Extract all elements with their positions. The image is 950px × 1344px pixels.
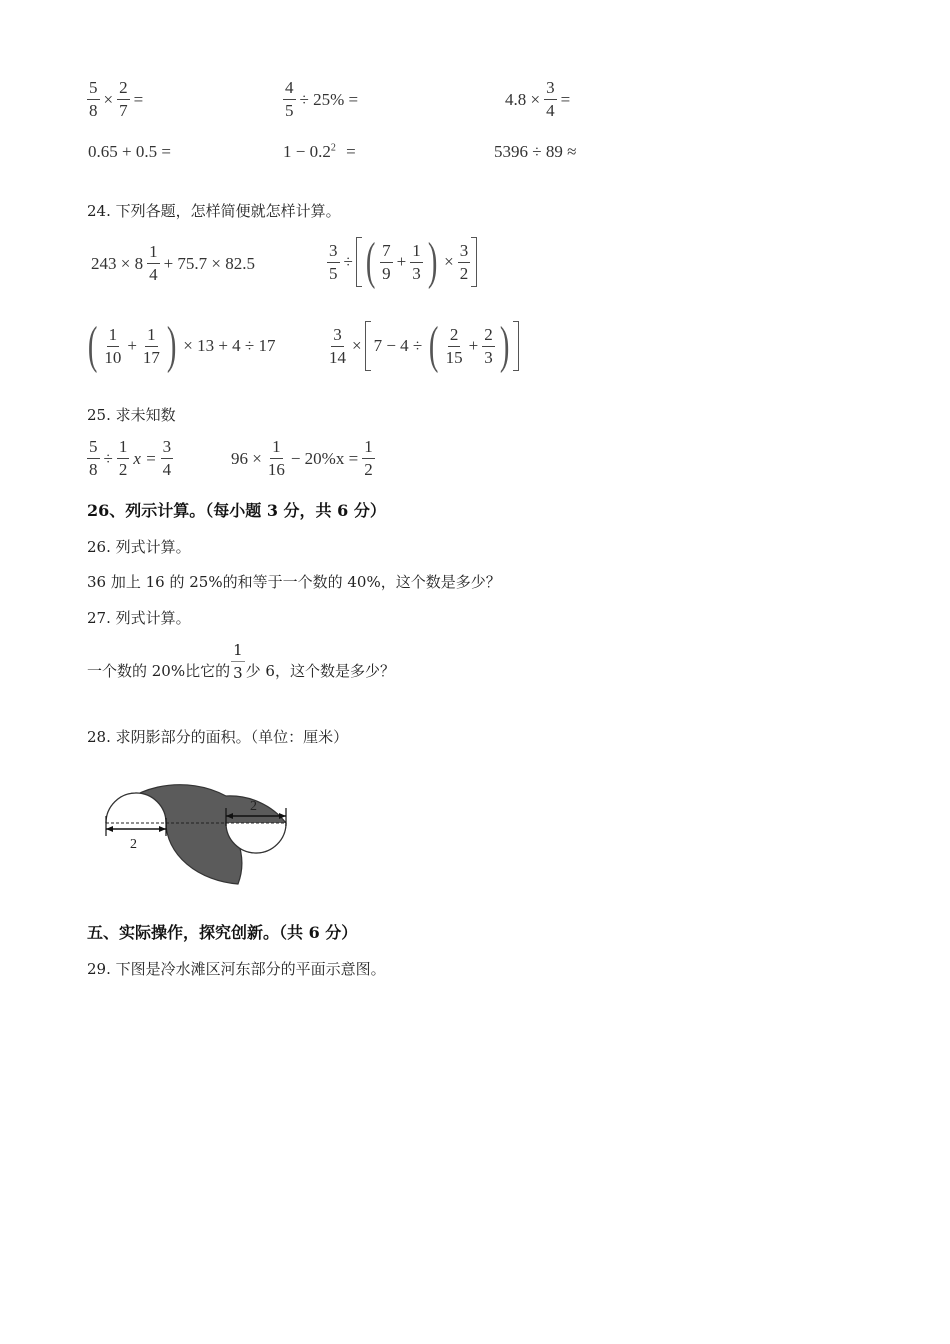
fraction: $\frac{3}{4}$ xyxy=(162,437,172,479)
left-paren: ( xyxy=(429,317,439,374)
calc-5396-div-89: 5396 ÷ 89 ≈ xyxy=(494,142,577,161)
fraction: $\frac{1}{16}$ xyxy=(267,437,285,479)
right-bracket xyxy=(513,321,519,371)
question-26-text: 36 加上 16 的 25%的和等于一个数的 40%，这个数是多少？ xyxy=(87,573,501,591)
calc-5-8-times-2-7: $\frac{5}{8}$ × $\frac{2}{7}$ = xyxy=(89,78,144,120)
calc-4.8-times-3-4: 4.8 × $\frac{3}{4}$ = xyxy=(505,78,571,120)
calc-1-minus-0.2-squared: $1 - 0.2^2$ = xyxy=(283,142,356,161)
fraction: $\frac{4}{5}$ xyxy=(285,78,294,120)
right-paren: ) xyxy=(499,317,510,374)
question-26-title: 26. 列式计算。 xyxy=(87,538,191,556)
left-paren: ( xyxy=(87,317,98,374)
right-paren: ) xyxy=(427,233,438,290)
fraction: $\frac{1}{3}$ xyxy=(412,240,421,283)
fraction: $\frac{1}{2}$ xyxy=(364,437,373,479)
calc-0.65-plus-0.5: 0.65 + 0.5 = xyxy=(88,142,171,161)
question-24-title: 24. 下列各题，怎样简便就怎样计算。 xyxy=(87,202,341,220)
question-28-title: 28. 求阴影部分的面积。（单位：厘米） xyxy=(87,728,349,746)
q24-expression-4: $\frac{3}{14}$ × 7 − 4 ÷ ( $\frac{2}{15}$ + $\frac{2}{3}$ ) xyxy=(326,320,519,372)
fraction: $\frac{1}{17}$ xyxy=(142,324,160,367)
fraction: $\frac{5}{8}$ xyxy=(89,78,98,120)
question-27-text: 一个数的 20%比它的 $\frac{1}{3}$ 少 6，这个数是多少？ xyxy=(87,641,395,682)
left-bracket xyxy=(356,237,362,287)
left-paren: ( xyxy=(365,233,376,290)
q24-expression-2: $\frac{3}{5}$ ÷ ( $\frac{7}{9}$ + $\frac{1}{3}$ ) × $\frac{3}{2}$ xyxy=(326,236,477,288)
shaded-area-figure xyxy=(96,756,296,890)
right-bracket xyxy=(471,237,477,287)
arrow-left-icon xyxy=(106,826,113,832)
fraction: $\frac{7}{9}$ xyxy=(382,240,391,283)
fraction: $\frac{3}{4}$ xyxy=(546,78,555,120)
dimension-label-right: 2 xyxy=(250,799,257,814)
question-27-title: 27. 列式计算。 xyxy=(87,609,191,627)
fraction: $\frac{1}{4}$ xyxy=(149,242,158,284)
fraction: $\frac{2}{3}$ xyxy=(484,324,493,367)
question-29-title: 29. 下图是冷水滩区河东部分的平面示意图。 xyxy=(87,960,386,978)
fraction: $\frac{3}{5}$ xyxy=(329,240,338,283)
fraction: $\frac{2}{7}$ xyxy=(119,78,128,120)
section-26-heading: 26、列示计算。（每小题 3 分，共 6 分） xyxy=(87,501,386,520)
dimension-label-left: 2 xyxy=(130,837,137,852)
fraction: $\frac{1}{10}$ xyxy=(104,324,122,367)
right-paren: ) xyxy=(166,317,177,374)
fraction: $\frac{5}{8}$ xyxy=(89,437,98,479)
fraction: $\frac{3}{2}$ xyxy=(459,240,469,283)
fraction: $\frac{1}{2}$ xyxy=(118,437,128,479)
q24-expression-1: 243 × 8 $\frac{1}{4}$ + 75.7 × 82.5 xyxy=(91,242,256,284)
q24-expression-3: ( $\frac{1}{10}$ + $\frac{1}{17}$ ) × 13 + 4 ÷ 17 xyxy=(87,317,276,374)
fraction: $\frac{2}{15}$ xyxy=(445,324,463,367)
calc-4-5-div-25pct: $\frac{4}{5}$ ÷ 25% = xyxy=(285,78,359,120)
section-5-heading: 五、实际操作，探究创新。（共 6 分） xyxy=(87,923,358,942)
q25-equation-1: $\frac{5}{8}$ ÷ $\frac{1}{2}$ x = $\frac{3}{4}$ xyxy=(89,437,172,479)
question-25-title: 25. 求未知数 xyxy=(87,406,176,424)
fraction: $\frac{1}{3}$ xyxy=(233,641,243,682)
q25-equation-2: 96 × $\frac{1}{16}$ − 20%x = $\frac{1}{2}$ xyxy=(231,437,373,479)
fraction: $\frac{3}{14}$ xyxy=(329,324,346,367)
arrow-right-icon xyxy=(159,826,166,832)
